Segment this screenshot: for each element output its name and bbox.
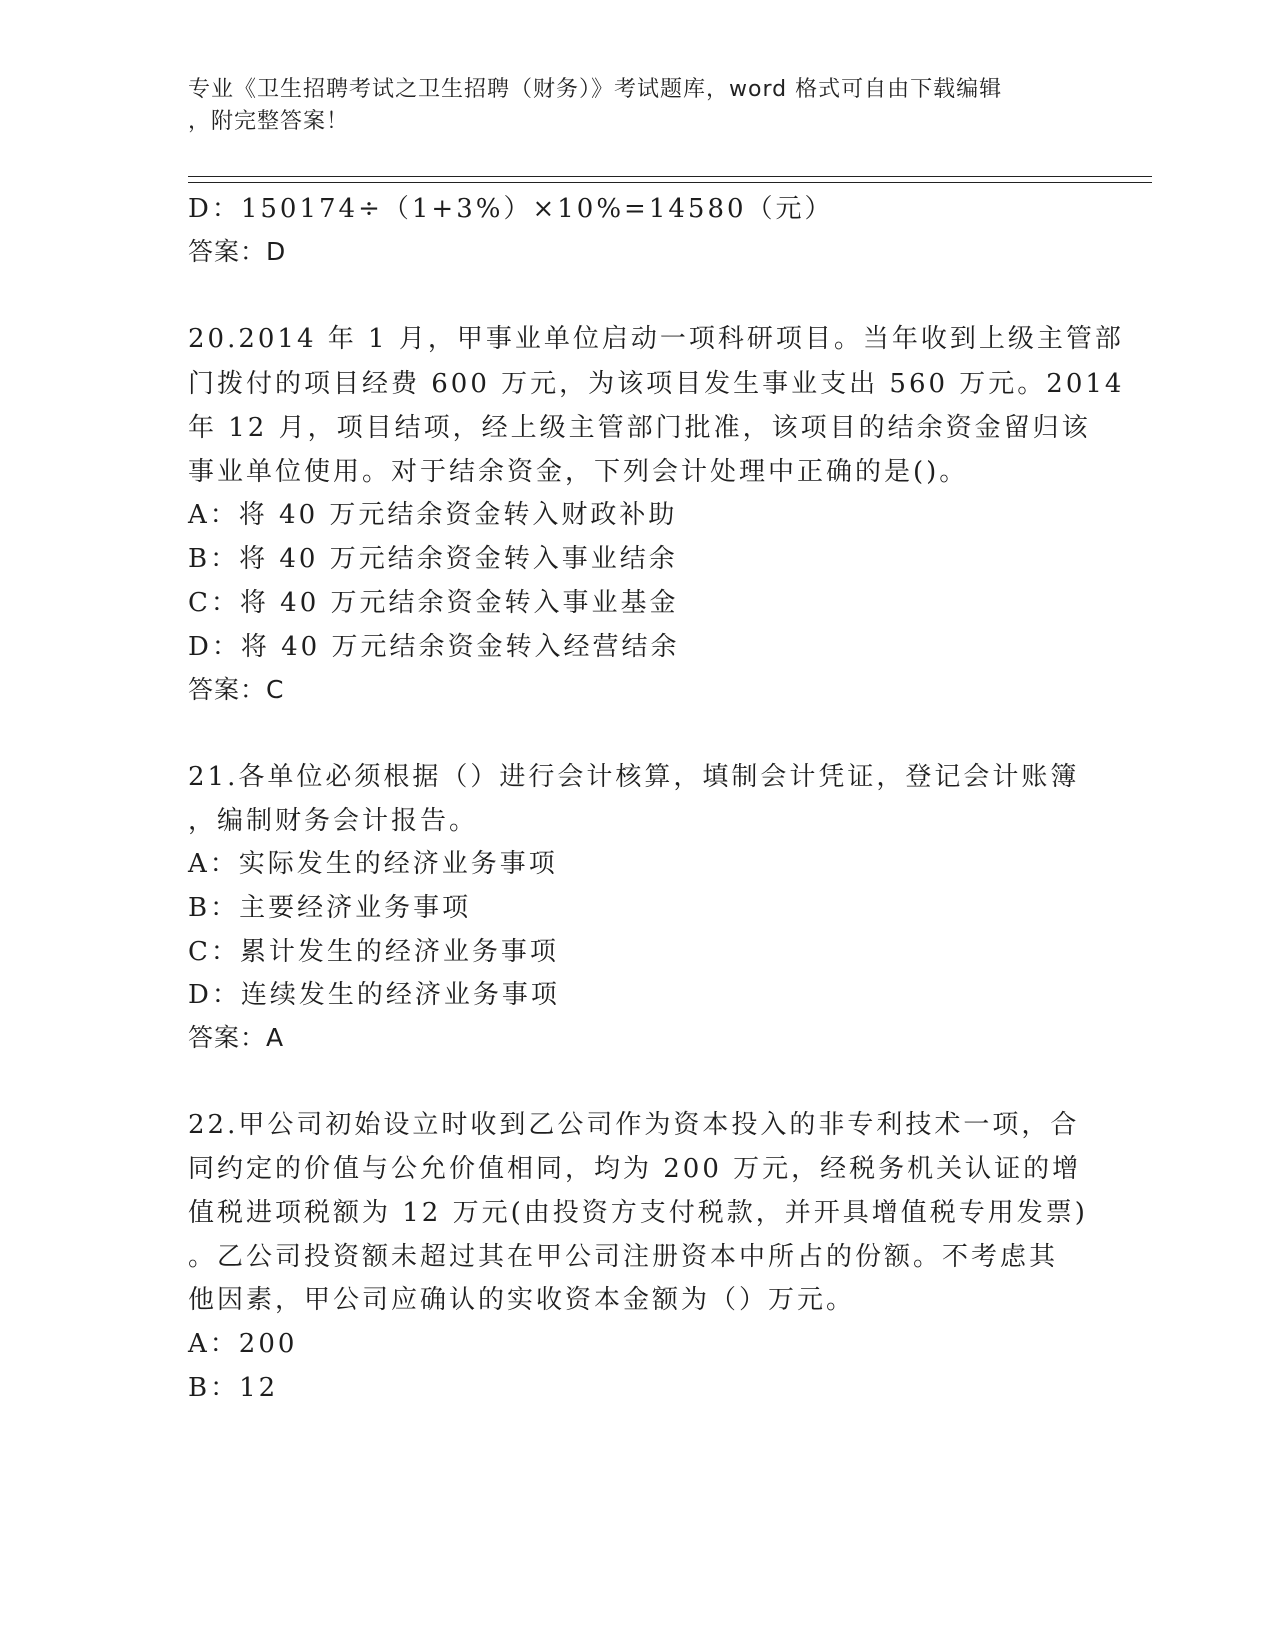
q22-stem-line-3: 值税进项税额为 12 万元(由投资方支付税款，并开具增值税专用发票) [188,1198,1088,1228]
q20-answer: 答案：C [188,675,285,704]
q22-stem-line-2: 同约定的价值与公允价值相同，均为 200 万元，经税务机关认证的增 [188,1154,1082,1184]
q22-option-b: B：12 [188,1373,279,1403]
q22-stem-line-4: 。乙公司投资额未超过其在甲公司注册资本中所占的份额。不考虑其 [188,1242,1059,1272]
q21-stem-line-2: ，编制财务会计报告。 [188,806,479,836]
q20-option-d: D：将 40 万元结余资金转入经营结余 [188,632,680,662]
q21-option-d: D：连续发生的经济业务事项 [188,980,560,1010]
q21-option-b: B：主要经济业务事项 [188,893,472,923]
q20-option-b: B：将 40 万元结余资金转入事业结余 [188,544,678,574]
q21-option-c: C：累计发生的经济业务事项 [188,937,559,967]
q20-option-a: A：将 40 万元结余资金转入财政补助 [188,500,678,530]
header-line-1: 专业《卫生招聘考试之卫生招聘（财务）》考试题库，word 格式可自由下载编辑 [188,77,1003,102]
q22-option-a: A：200 [188,1329,298,1359]
header-rule-top [188,176,1152,177]
q21-option-a: A：实际发生的经济业务事项 [188,849,558,879]
q22-stem-line-1: 22.甲公司初始设立时收到乙公司作为资本投入的非专利技术一项，合 [188,1110,1080,1140]
q20-stem-line-1: 20.2014 年 1 月，甲事业单位启动一项科研项目。当年收到上级主管部 [188,324,1124,354]
q20-stem-line-3: 年 12 月，项目结项，经上级主管部门批准，该项目的结余资金留归该 [188,413,1091,443]
q20-option-c: C：将 40 万元结余资金转入事业基金 [188,588,679,618]
q19-option-d: D：150174÷（1+3%）×10%=14580（元） [188,194,834,224]
q20-stem-line-4: 事业单位使用。对于结余资金，下列会计处理中正确的是()。 [188,457,969,487]
q21-stem-line-1: 21.各单位必须根据（）进行会计核算，填制会计凭证，登记会计账簿 [188,762,1080,792]
q22-stem-line-5: 他因素，甲公司应确认的实收资本金额为（）万元。 [188,1285,856,1315]
q20-stem-line-2: 门拨付的项目经费 600 万元，为该项目发生事业支出 560 万元。2014 [188,369,1125,399]
q19-answer: 答案：D [188,237,287,266]
q21-answer: 答案：A [188,1023,285,1052]
header-rule-bottom [188,182,1152,183]
header-line-2: ，附完整答案！ [188,109,350,134]
document-header [188,74,1088,138]
